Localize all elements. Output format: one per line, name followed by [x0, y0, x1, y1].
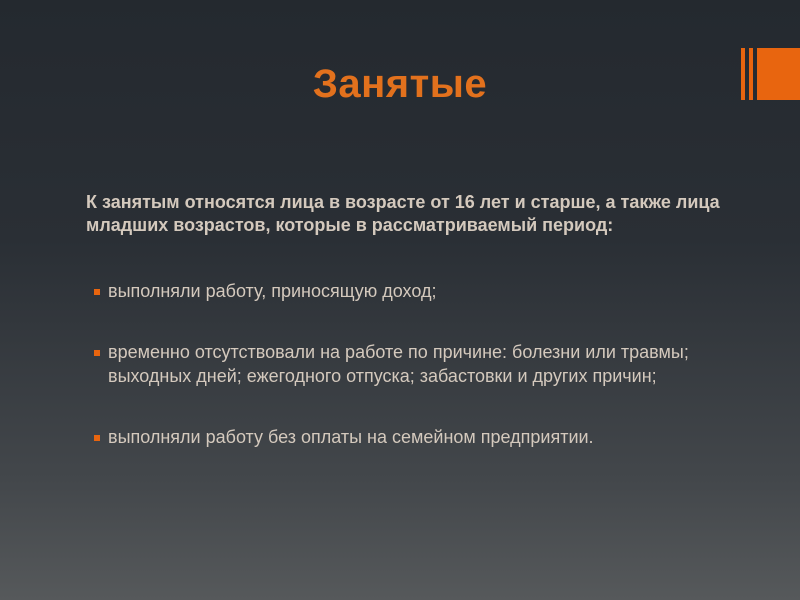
square-bullet-icon: [94, 350, 100, 356]
bullet-text: выполняли работу, приносящую доход;: [108, 281, 437, 301]
bullet-item: [86, 425, 736, 449]
bullet-item: [86, 279, 736, 303]
slide-title: Занятые: [312, 62, 488, 106]
slide-content: [86, 191, 736, 486]
bullet-text: временно отсутствовали на работе по причине: болезни или травмы; выходных дней; ежегодного отпуска; забастовки и других причин;: [108, 342, 689, 386]
bullet-text: выполняли работу без оплаты на семейном предприятии.: [108, 427, 594, 447]
lead-paragraph: К занятым относятся лица в возрасте от 16 лет и старше, а также лица младших возрастов, которые в рассматриваемый период:: [86, 192, 720, 235]
bullet-item: [86, 340, 736, 388]
bullet-list: [86, 279, 736, 449]
square-bullet-icon: [94, 435, 100, 441]
square-bullet-icon: [94, 289, 100, 295]
